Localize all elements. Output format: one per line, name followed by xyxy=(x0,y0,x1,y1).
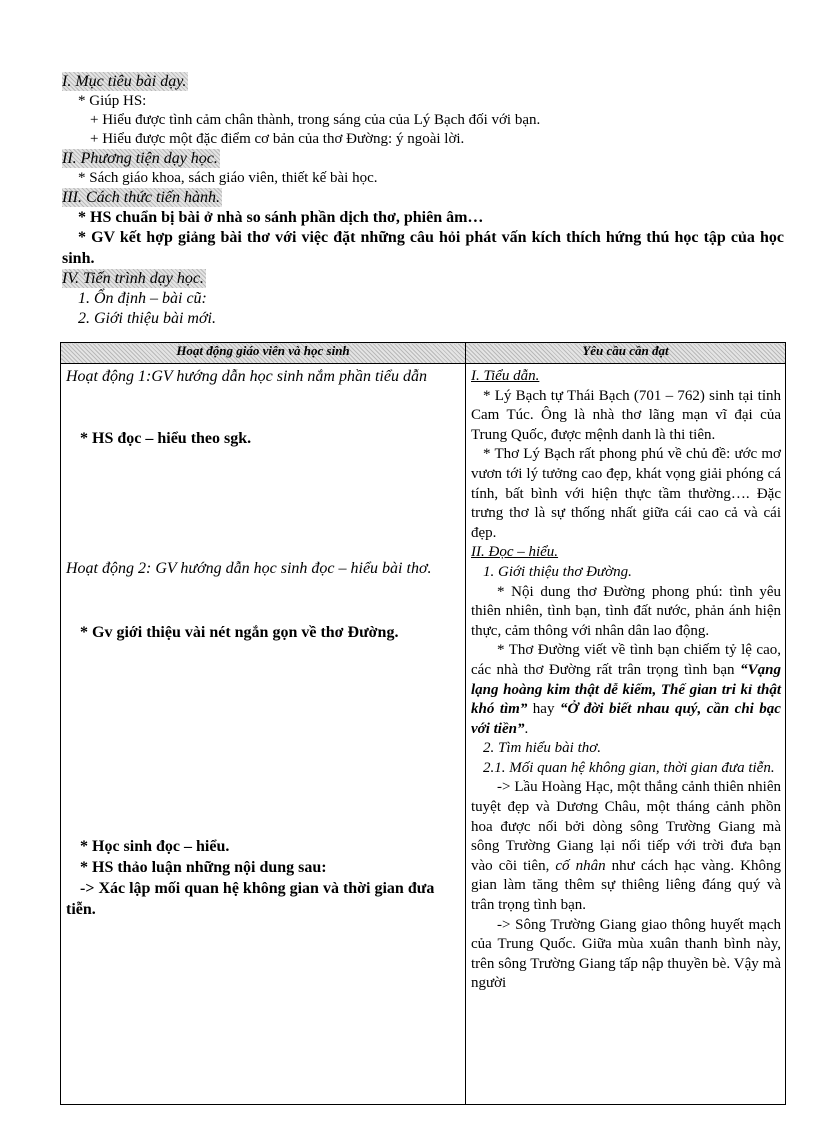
goal-intro: * Giúp HS: xyxy=(78,93,147,109)
section-3-title: III. Cách thức tiến hành. xyxy=(62,189,221,206)
lesson-plan-header xyxy=(62,72,784,329)
process-step-1: 1. Ổn định – bài cũ: xyxy=(78,290,207,307)
outcome-intro-p1: * Lý Bạch tự Thái Bạch (701 – 762) sinh tại tỉnh Cam Túc. Ông là nhà thơ lãng mạn vĩ đại của Trung Quốc, được mệnh danh là thi tiên. xyxy=(471,387,781,443)
section-2-title: II. Phương tiện dạy học. xyxy=(62,150,218,167)
materials-item: * Sách giáo khoa, sách giáo viên, thiết kế bài học. xyxy=(78,170,378,186)
section-1-title: I. Mục tiêu bài dạy. xyxy=(62,73,187,90)
outcome-subheading-poem: 2. Tìm hiểu bài thơ. xyxy=(483,740,602,757)
activity-task-discuss: * HS thảo luận những nội dung sau: xyxy=(80,859,327,876)
left-column-header: Hoạt động giáo viên và học sinh xyxy=(61,343,466,364)
activity-1-heading: Hoạt động 1:GV hướng dẫn học sinh nắm phần tiểu dẫn xyxy=(66,368,427,385)
outcome-space-p2: -> Sông Trường Giang giao thông huyết mạch của Trung Quốc. Giữa mùa xuân thanh bình này, trên sông Trường Giang tấp nập thuyền bè. Vậy mà người xyxy=(471,916,781,992)
activity-1-task: * HS đọc – hiểu theo sgk. xyxy=(80,430,252,447)
learning-outcomes xyxy=(466,364,786,1105)
outcome-subheading-tang-poetry: 1. Giới thiệu thơ Đường. xyxy=(483,563,632,580)
goal-item-1: + Hiểu được tình cảm chân thành, trong sáng của của Lý Bạch đối với bạn. xyxy=(90,112,541,128)
activity-2-task: * Gv giới thiệu vài nét ngắn gọn về thơ Đường. xyxy=(80,624,399,641)
activity-2-heading: Hoạt động 2: GV hướng dẫn học sinh đọc – hiểu bài thơ. xyxy=(66,560,432,577)
outcome-space-p1: -> Lầu Hoàng Hạc, một thắng cảnh thiên nhiên tuyệt đẹp và Dương Châu, một tháng cảnh phồn hoa được nối bởi dòng sông Trường Giang mà sông Trường Giang lại nối tiếp với trời đưa bạn vào cõi tiên, cố nhân như cách hạc vàng. Không gian làm tăng thêm sự thiêng liêng đáng quý và trân trọng tình bạn. xyxy=(471,779,781,914)
activity-task-relation: -> Xác lập mối quan hệ không gian và thời gian đưa tiễn. xyxy=(66,880,435,918)
activity-task-read: * Học sinh đọc – hiểu. xyxy=(80,838,230,855)
outcome-heading-reading: II. Đọc – hiểu. xyxy=(471,544,559,561)
outcome-intro-p2: * Thơ Lý Bạch rất phong phú về chủ đề: ước mơ vươn tới lý tưởng cao đẹp, khát vọng giải phóng cá tính, bất bình với hiện thực tầm thường…. Đặc trưng thơ là sự thống nhất giữa cái cao cả và cái đẹp. xyxy=(471,446,781,541)
goal-item-2: + Hiểu được một đặc điểm cơ bản của thơ Đường: ý ngoài lời. xyxy=(90,131,465,147)
method-item-2: * GV kết hợp giảng bài thơ với việc đặt những câu hỏi phát vấn kích thích hứng thú học tập của học sinh. xyxy=(62,229,784,267)
teacher-student-activities xyxy=(61,364,466,1105)
process-step-2: 2. Giới thiệu bài mới. xyxy=(78,310,216,327)
section-4-title: IV. Tiến trình dạy học. xyxy=(62,270,204,287)
right-column-header: Yêu cầu cần đạt xyxy=(466,343,786,364)
outcome-tang-p2: * Thơ Đường viết về tình bạn chiếm tỷ lệ cao, các nhà thơ Đường rất trân trọng tình bạn “Vạng lạng hoàng kim thật dễ kiếm, Thế gian tri kỉ thật khó tìm” hay “Ở đời biết nhau quý, cần chi bạc với tiền”. xyxy=(471,642,781,737)
outcome-heading-intro: I. Tiểu dẫn. xyxy=(471,368,540,384)
outcome-tang-p1: * Nội dung thơ Đường phong phú: tình yêu thiên nhiên, tình bạn, tình đất nước, phản ánh hiện thực, cảm thông với nhân dân lao động. xyxy=(471,583,781,639)
outcome-subheading-space-time: 2.1. Mối quan hệ không gian, thời gian đưa tiễn. xyxy=(483,759,775,776)
activity-table xyxy=(60,342,786,1105)
method-item-1: * HS chuẩn bị bài ở nhà so sánh phần dịch thơ, phiên âm… xyxy=(78,209,484,226)
